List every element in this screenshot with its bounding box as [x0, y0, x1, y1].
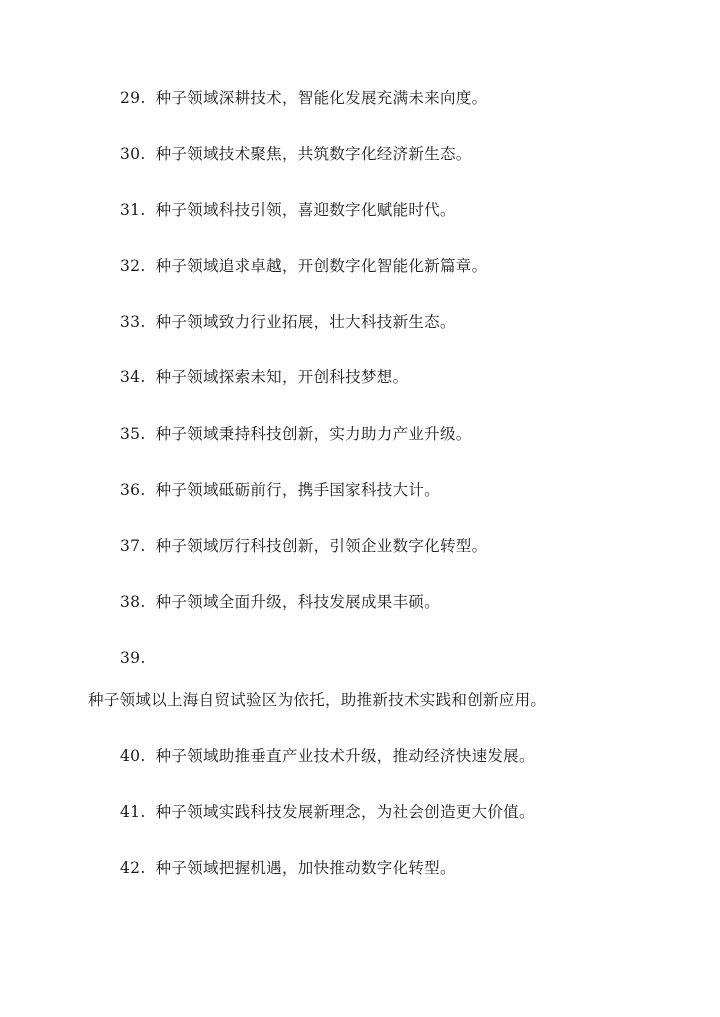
- item-number: 32.: [120, 257, 146, 275]
- list-item: [120, 312, 456, 332]
- item-number: 35.: [120, 425, 146, 443]
- item-number: 29.: [120, 89, 146, 107]
- list-item: [120, 480, 440, 500]
- list-item: [120, 424, 472, 444]
- list-item: [120, 648, 156, 668]
- item-text: 种子领域助推垂直产业技术升级，推动经济快速发展。: [155, 747, 535, 765]
- item-number: 41.: [120, 803, 146, 821]
- item-text: 种子领域致力行业拓展，壮大科技新生态。: [155, 313, 456, 331]
- item-number: 38.: [120, 593, 146, 611]
- list-item: [120, 88, 487, 108]
- item-text: 种子领域全面升级，科技发展成果丰硕。: [155, 593, 440, 611]
- list-item: [120, 367, 408, 387]
- item-text: 种子领域秉持科技创新，实力助力产业升级。: [155, 425, 472, 443]
- item-text: 种子领域以上海自贸试验区为依托，助推新技术实践和创新应用。: [88, 691, 547, 709]
- item-number: 37.: [120, 537, 146, 555]
- item-number: 40.: [120, 747, 146, 765]
- item-text: 种子领域把握机遇，加快推动数字化转型。: [155, 859, 456, 877]
- list-item: [120, 858, 456, 878]
- list-item: [120, 592, 440, 612]
- item-text: 种子领域技术聚焦，共筑数字化经济新生态。: [155, 145, 472, 163]
- item-number: 33.: [120, 313, 146, 331]
- list-item-continuation: [88, 690, 546, 710]
- list-item: [120, 746, 535, 766]
- item-text: 种子领域科技引领，喜迎数字化赋能时代。: [155, 201, 456, 219]
- list-item: [120, 802, 535, 822]
- list-item: [120, 536, 487, 556]
- item-text: 种子领域厉行科技创新，引领企业数字化转型。: [155, 537, 488, 555]
- list-item: [120, 256, 487, 276]
- list-item: [120, 200, 456, 220]
- item-text: 种子领域实践科技发展新理念，为社会创造更大价值。: [155, 803, 535, 821]
- item-number: 39.: [120, 649, 146, 667]
- item-text: 种子领域探索未知，开创科技梦想。: [155, 368, 409, 386]
- item-number: 31.: [120, 201, 146, 219]
- item-text: 种子领域深耕技术，智能化发展充满未来向度。: [155, 89, 488, 107]
- item-number: 36.: [120, 481, 146, 499]
- item-number: 34.: [120, 368, 146, 386]
- item-text: 种子领域追求卓越，开创数字化智能化新篇章。: [155, 257, 488, 275]
- item-text: 种子领域砥砺前行，携手国家科技大计。: [155, 481, 440, 499]
- item-number: 42.: [120, 859, 146, 877]
- item-number: 30.: [120, 145, 146, 163]
- list-item: [120, 144, 472, 164]
